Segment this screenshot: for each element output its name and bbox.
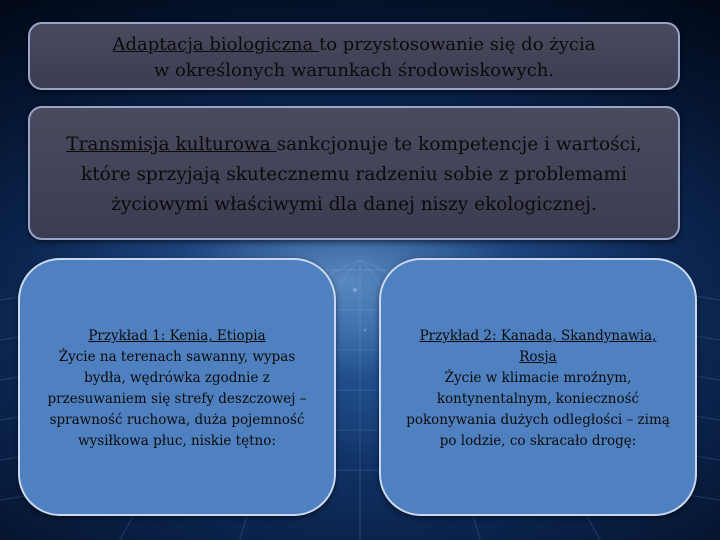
definition-line-3: życiowymi właściwymi dla danej niszy ekologicznej. — [111, 194, 597, 215]
example-line: przesuwaniem się strefy deszczowej – — [47, 391, 307, 407]
definition-text: to przystosowanie się do życia — [318, 34, 596, 55]
example-line: sprawność ruchowa, duża pojemność — [49, 412, 305, 428]
example-line: Życie w klimacie mroźnym, — [444, 370, 632, 386]
definition-line-1 — [30, 130, 678, 160]
definition-text: sankcjonuje te kompetencje i wartości, — [276, 134, 642, 155]
term-adaptation: Adaptacja biologiczna — [112, 34, 319, 55]
term-transmission: Transmisja kulturowa — [66, 134, 277, 155]
example-line: Życie na terenach sawanny, wypas — [58, 349, 296, 365]
example-title: Przykład 2: Kanada, Skandynawia, — [419, 328, 657, 344]
example-title-cont: Rosja — [519, 349, 557, 365]
definition-box-transmission — [28, 106, 680, 240]
definition-line-2: które sprzyjają skutecznemu radzeniu sobie z problemami — [80, 164, 627, 185]
example-box-1 — [18, 258, 336, 516]
example-title: Przykład 1: Kenia, Etiopia — [88, 328, 266, 344]
example-line: pokonywania dużych odległości – zimą — [406, 412, 670, 428]
definition-line-2: w określonych warunkach środowiskowych. — [153, 60, 555, 81]
example-box-2 — [379, 258, 697, 516]
example-line: po lodzie, co skracało drogę: — [439, 433, 637, 449]
example-line: wysiłkowa płuc, niskie tętno: — [78, 433, 276, 449]
definition-line-1 — [30, 32, 678, 58]
definition-box-adaptation — [28, 22, 680, 90]
example-line: bydła, wędrówka zgodnie z — [84, 370, 270, 386]
example-line: kontynentalnym, konieczność — [436, 391, 640, 407]
